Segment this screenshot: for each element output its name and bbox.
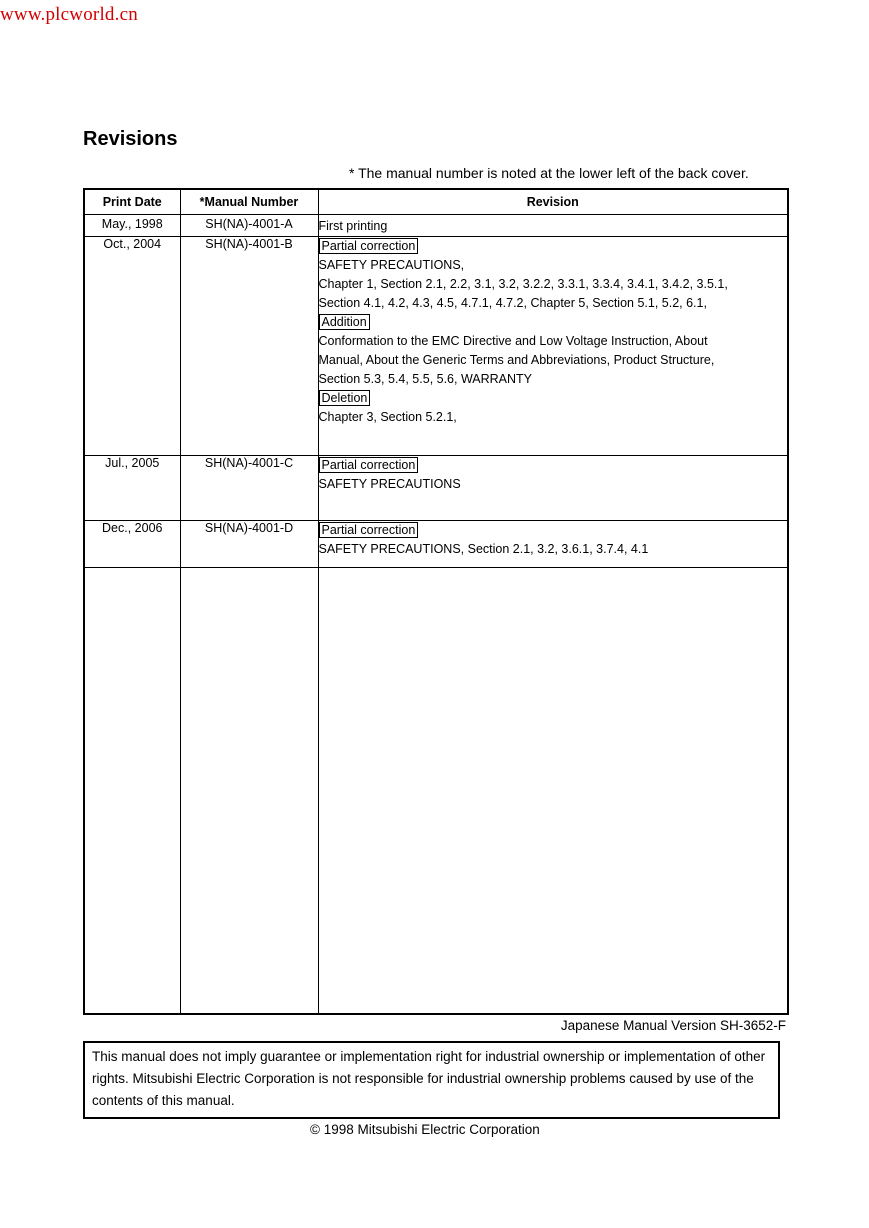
header-manual-number: *Manual Number xyxy=(180,189,318,215)
revision-line: Chapter 1, Section 2.1, 2.2, 3.1, 3.2, 3.2.2, 3.3.1, 3.3.4, 3.4.1, 3.4.2, 3.5.1, xyxy=(318,277,728,291)
page-title: Revisions xyxy=(83,128,178,150)
revision-line: Chapter 3, Section 5.2.1, xyxy=(318,410,457,424)
revision-line: SAFETY PRECAUTIONS, xyxy=(318,258,465,272)
row-revision xyxy=(318,456,788,521)
row-revision xyxy=(318,521,788,568)
revision-line: Manual, About the Generic Terms and Abbreviations, Product Structure, xyxy=(318,353,715,367)
row-manual-number: SH(NA)-4001-A xyxy=(180,215,318,237)
disclaimer-box: This manual does not imply guarantee or implementation right for industrial ownership or implementation of other rights. Mitsubishi Electric Corporation is not responsible for industrial ownership problems caused by use of the contents of this manual. xyxy=(83,1041,780,1119)
japanese-manual-version: Japanese Manual Version SH-3652-F xyxy=(560,1018,786,1033)
partial-correction-tag: Partial correction xyxy=(319,457,419,473)
header-revision: Revision xyxy=(318,189,788,215)
row-date: May., 1998 xyxy=(84,215,180,237)
row-manual-number: SH(NA)-4001-B xyxy=(180,237,318,456)
copyright: © 1998 Mitsubishi Electric Corporation xyxy=(310,1122,540,1137)
partial-correction-tag: Partial correction xyxy=(319,522,419,538)
row-date: Oct., 2004 xyxy=(84,237,180,456)
header-print-date: Print Date xyxy=(84,189,180,215)
row-date: Jul., 2005 xyxy=(84,456,180,521)
deletion-tag: Deletion xyxy=(319,390,371,406)
table-row xyxy=(84,215,788,237)
table-row xyxy=(84,456,788,521)
revision-line: Conformation to the EMC Directive and Low Voltage Instruction, About xyxy=(318,334,708,348)
empty-cell xyxy=(180,568,318,1014)
table-header-row xyxy=(84,189,788,215)
revision-line: SAFETY PRECAUTIONS xyxy=(318,477,461,491)
row-revision xyxy=(318,215,788,237)
revision-line: SAFETY PRECAUTIONS, Section 2.1, 3.2, 3.6.1, 3.7.4, 4.1 xyxy=(318,542,649,556)
row-manual-number: SH(NA)-4001-C xyxy=(180,456,318,521)
table-row xyxy=(84,237,788,456)
manual-number-note: * The manual number is noted at the lower left of the back cover. xyxy=(349,165,749,181)
watermark: www.plcworld.cn xyxy=(0,4,138,25)
table-row xyxy=(84,521,788,568)
empty-cell xyxy=(84,568,180,1014)
revision-line: Section 4.1, 4.2, 4.3, 4.5, 4.7.1, 4.7.2, Chapter 5, Section 5.1, 5.2, 6.1, xyxy=(318,296,707,310)
partial-correction-tag: Partial correction xyxy=(319,238,419,254)
row-revision xyxy=(318,237,788,456)
revisions-table xyxy=(83,188,789,1015)
row-date: Dec., 2006 xyxy=(84,521,180,568)
revision-line: Section 5.3, 5.4, 5.5, 5.6, WARRANTY xyxy=(318,372,533,386)
table-row-empty xyxy=(84,568,788,1014)
empty-cell xyxy=(318,568,788,1014)
revision-line: First printing xyxy=(318,219,388,233)
addition-tag: Addition xyxy=(319,314,370,330)
row-manual-number: SH(NA)-4001-D xyxy=(180,521,318,568)
